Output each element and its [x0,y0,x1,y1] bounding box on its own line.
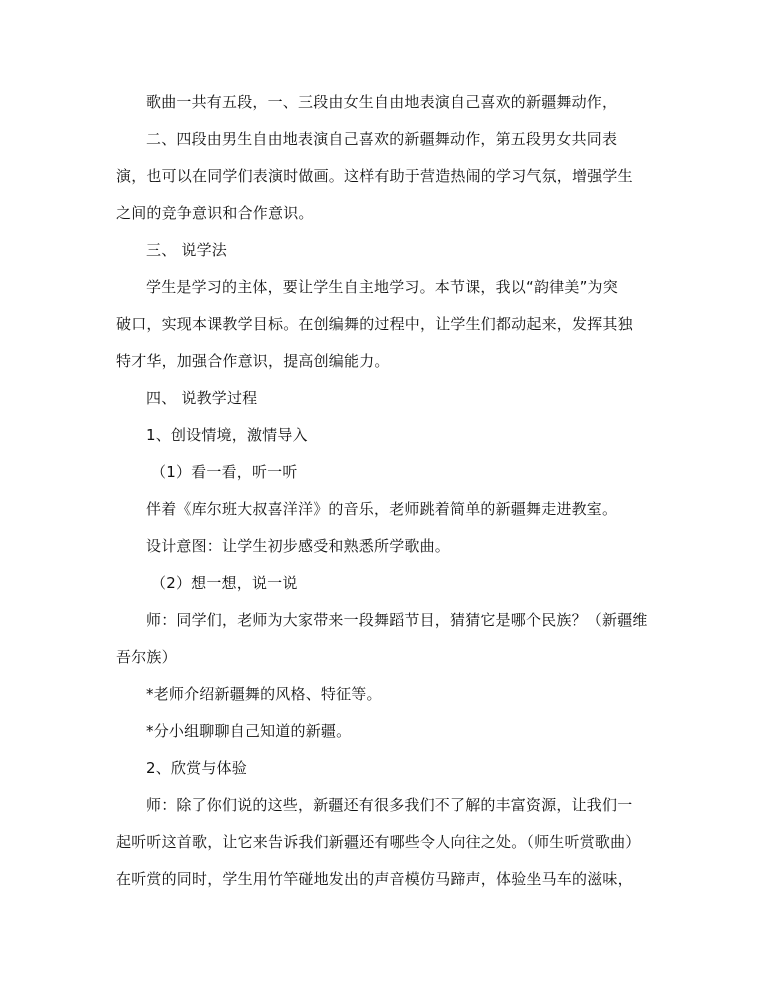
text-line: 在听赏的同时，学生用竹竿碰地发出的声音模仿马蹄声，体验坐马车的滋味， [116,870,633,888]
section-heading: 四、 说教学过程 [146,389,258,407]
text-line: 之间的竞争意识和合作意识。 [116,204,314,222]
text-line: 师：除了你们说的这些，新疆还有很多我们不了解的丰富资源，让我们一 [146,796,633,814]
bullet-line: *分小组聊聊自己知道的新疆。 [146,722,352,740]
subsection-heading: 1、创设情境，激情导入 [146,426,308,444]
text-line: 设计意图：让学生初步感受和熟悉所学歌曲。 [146,537,451,555]
text-line: 师：同学们，老师为大家带来一段舞蹈节目，猜猜它是哪个民族？（新疆维 [146,611,648,629]
subsection-heading: （2）想一想，说一说 [151,574,298,592]
subsection-heading: （1）看一看，听一听 [151,463,298,481]
text-line: 学生是学习的主体，要让学生自主地学习。本节课，我以“韵律美”为突 [146,278,618,296]
text-line: 特才华，加强合作意识，提高创编能力。 [116,352,390,370]
subsection-heading: 2、欣赏与体验 [146,759,247,777]
text-line: 歌曲一共有五段，一、三段由女生自由地表演自己喜欢的新疆舞动作， [146,93,618,111]
text-line: 起听听这首歌，让它来告诉我们新疆还有哪些令人向往之处。（师生听赏歌曲） [116,833,641,851]
text-line: 吾尔族） [116,648,177,666]
text-line: 演，也可以在同学们表演时做画。这样有助于营造热闹的学习气氛，增强学生 [116,167,633,185]
text-line: 破口，实现本课教学目标。在创编舞的过程中，让学生们都动起来，发挥其独 [116,315,633,333]
text-line: 二、四段由男生自由地表演自己喜欢的新疆舞动作，第五段男女共同表 [146,130,618,148]
section-heading: 三、 说学法 [146,241,227,259]
text-line: 伴着《库尔班大叔喜洋洋》的音乐，老师跳着简单的新疆舞走进教室。 [146,500,618,518]
bullet-line: *老师介绍新疆舞的风格、特征等。 [146,685,382,703]
